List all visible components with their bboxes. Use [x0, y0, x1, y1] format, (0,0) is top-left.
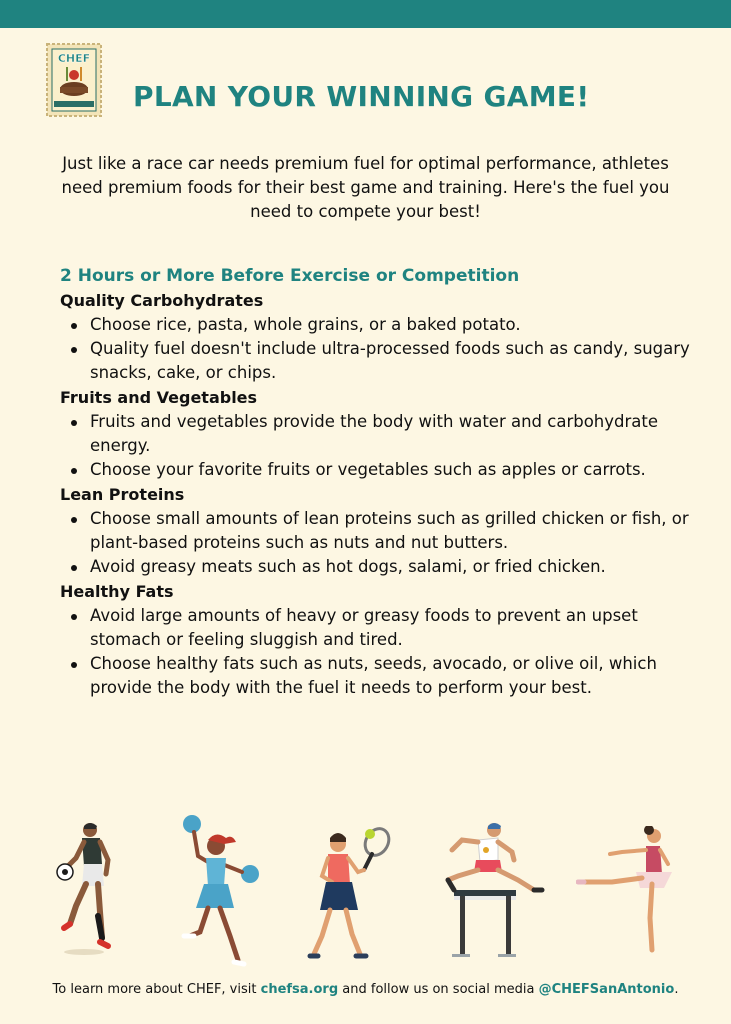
- guidelines-content: [60, 264, 690, 700]
- footer-text: .: [674, 982, 679, 997]
- list-item: [69, 458, 690, 482]
- list-item-text: Avoid greasy meats such as hot dogs, salami, or fried chicken.: [90, 557, 606, 576]
- list-item-text: Choose small amounts of lean proteins such as grilled chicken or fish, or plant-based proteins such as nuts and nut butters.: [90, 509, 689, 552]
- section-title: Quality Carbohydrates: [60, 291, 264, 310]
- hurdler-illustration: [440, 820, 550, 960]
- page-title: PLAN YOUR WINNING GAME!: [133, 80, 590, 113]
- section-title: Fruits and Vegetables: [60, 388, 258, 407]
- soccer-player-illustration: [54, 820, 124, 960]
- section-carbohydrates: [60, 289, 690, 385]
- section-healthy-fats: [60, 580, 690, 700]
- footer-text: To learn more about CHEF, visit: [52, 982, 261, 997]
- tennis-player-illustration: [298, 826, 394, 964]
- bullet-icon: [71, 517, 77, 523]
- list-item-text: Fruits and vegetables provide the body with water and carbohydrate energy.: [90, 412, 659, 455]
- bullet-icon: [71, 468, 77, 474]
- bullet-icon: [71, 347, 77, 353]
- bullet-icon: [71, 323, 77, 329]
- list-item-text: Avoid large amounts of heavy or greasy foods to prevent an upset stomach or feeling sluggish and tired.: [90, 606, 638, 649]
- bullet-icon: [71, 420, 77, 426]
- section-title: Lean Proteins: [60, 485, 185, 504]
- intro-paragraph: Just like a race car needs premium fuel for optimal performance, athletes need premium foods for their best game and training. Here's the fuel you need to compete your best!: [61, 154, 670, 221]
- list-item: [69, 313, 690, 337]
- list-item: [69, 555, 690, 579]
- list-item-text: Quality fuel doesn't include ultra-processed foods such as candy, sugary snacks, cake, or chips.: [90, 339, 690, 382]
- bullet-icon: [71, 565, 77, 571]
- chef-logo-icon: [46, 43, 102, 117]
- svg-text:CHEF: CHEF: [57, 52, 91, 65]
- list-item: [69, 410, 690, 458]
- list-item: [69, 604, 690, 652]
- bullet-icon: [71, 614, 77, 620]
- section-lean-proteins: [60, 483, 690, 579]
- cheerleader-illustration: [178, 812, 263, 968]
- list-item-text: Choose rice, pasta, whole grains, or a baked potato.: [90, 315, 521, 334]
- ballet-dancer-illustration: [576, 826, 676, 956]
- section-title: Healthy Fats: [60, 582, 174, 601]
- footer-text: and follow us on social media: [338, 982, 539, 997]
- list-item-text: Choose healthy fats such as nuts, seeds, avocado, or olive oil, which provide the body with the fuel it needs to perform your best.: [90, 654, 657, 697]
- list-item-text: Choose your favorite fruits or vegetables such as apples or carrots.: [90, 460, 646, 479]
- top-banner: [0, 0, 731, 28]
- footer: [0, 982, 731, 997]
- timing-subtitle: 2 Hours or More Before Exercise or Competition: [60, 266, 520, 286]
- section-fruits-vegetables: [60, 386, 690, 482]
- bullet-icon: [71, 662, 77, 668]
- social-handle-link[interactable]: @CHEFSanAntonio: [538, 982, 675, 997]
- list-item: [69, 507, 690, 555]
- website-link[interactable]: chefsa.org: [260, 982, 339, 997]
- list-item: [69, 652, 690, 700]
- list-item: [69, 337, 690, 385]
